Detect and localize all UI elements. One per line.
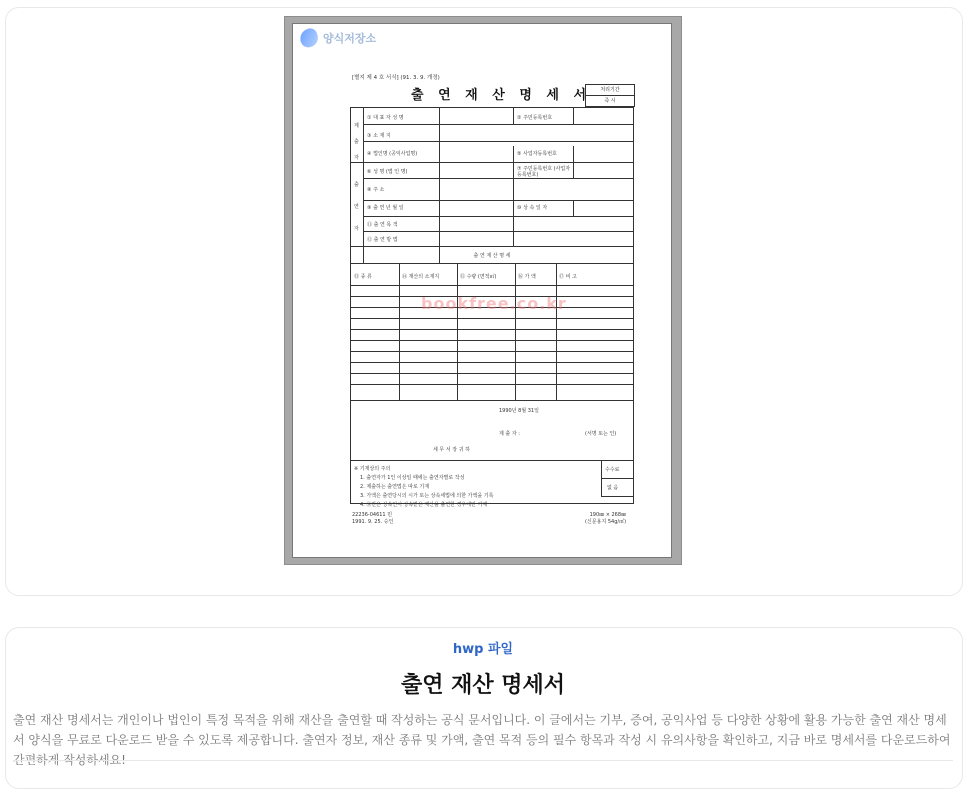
table-line: [363, 200, 633, 201]
submitter-label: 제 출 자 :: [499, 431, 520, 437]
processing-period-header: 처리기간: [600, 87, 620, 93]
notes-title: ※ 기재상의 주의: [354, 466, 391, 472]
field-representative-name: ① 대 표 자 성 명: [367, 115, 404, 121]
field-resident-number: ② 주민등록번호: [517, 115, 553, 121]
field-business-number: ⑤ 사업자등록번호: [517, 151, 557, 157]
divider: [13, 760, 953, 761]
fee-header: 수수료: [605, 467, 620, 473]
column-quantity: ⑮ 수량 (면적㎡): [460, 274, 497, 280]
form-footer-left: 22236-04611 민 1991. 9. 25. 승인: [352, 512, 394, 525]
table-line: [601, 496, 633, 497]
table-line: [573, 200, 574, 216]
note-item: 2. 제출하는 출연법은 따로 기재: [360, 484, 430, 490]
field-donation-purpose: ⑪ 출 연 목 적: [367, 222, 398, 228]
page-title: 출연 재산 명세서: [400, 673, 566, 698]
table-line: [363, 231, 633, 232]
table-line: [515, 263, 516, 400]
page-description: 출연 재산 명세서는 개인이나 법인이 특정 목적을 위해 재산을 출연할 때 작성하는 공식 문서입니다. 이 글에서는 기부, 증여, 공익사업 등 다양한 상황에 활용 가능한 출연 재산 명세서 양식을 무료로 다운로드 받을 수 있도록 제공합니다. 출연자 정보, 재산 종류 및 가액, 출연 목적 등의 필수 항목과 작성 시 유의사항을 확인하고, 지금 바로 명세서를 다운로드하여 간편하게 작성하세요!: [13, 713, 951, 767]
column-value: ⑯ 가 액: [518, 274, 536, 280]
signature-label: (서명 또는 인): [585, 431, 617, 437]
note-item: 1. 출연자가 1인 이상일 때에는 출연자별로 작성: [360, 475, 465, 481]
table-line: [351, 460, 633, 461]
watermark: bookfree.co.kr: [421, 294, 567, 313]
table-line: [457, 263, 458, 400]
logo-text: 양식저장소: [323, 32, 377, 45]
recipient: 세 무 서 장 귀 하: [433, 447, 470, 453]
table-line: [351, 340, 633, 341]
table-line: [556, 263, 557, 400]
document-preview[interactable]: [284, 16, 682, 565]
column-type: ⑬ 종 류: [354, 274, 372, 280]
document-page: [292, 23, 672, 558]
site-logo: [300, 29, 376, 47]
table-line: [351, 351, 633, 352]
form-footer-right: 190㎜ × 268㎜ (신문용지 54g/㎡): [585, 512, 627, 525]
note-item: 3. 가액은 출연당시의 시가 또는 상속세법에 의한 가액을 기록: [360, 493, 494, 499]
donor-side-label: 출 연 자: [354, 182, 359, 232]
field-donor-registration: ⑦ 주민등록번호 (사업자등록번호): [517, 166, 571, 178]
table-line: [363, 178, 633, 179]
table-line: [351, 400, 633, 401]
form-number: [별지 제 4 호 서식] (91. 3. 9. 개정): [352, 75, 440, 81]
field-corporation-name: ④ 법인명 (공익사업명): [367, 151, 418, 157]
table-line: [351, 285, 633, 286]
field-location: ③ 소 재 지: [367, 133, 391, 139]
contributor-side-label: 제 출 자: [354, 123, 359, 161]
table-line: [363, 108, 364, 263]
processing-period-value: 즉 시: [586, 95, 634, 106]
table-line: [351, 263, 633, 264]
table-line: [351, 384, 633, 385]
table-line: [513, 108, 514, 124]
note-item: 4. ⑭란은 상속인이 상속받은 재산을 출연한 경우에만 기재: [360, 502, 488, 508]
table-line: [351, 246, 633, 247]
table-line: [601, 478, 633, 479]
notes-block: [354, 465, 493, 510]
fee-value: 없 음: [607, 485, 619, 491]
table-line: [573, 108, 574, 124]
detail-header: 출 연 재 산 명 세: [473, 253, 511, 259]
field-address: ⑧ 주 소: [367, 187, 385, 193]
field-donation-date: ⑨ 출 연 년 월 일: [367, 205, 404, 211]
file-type-label[interactable]: hwp 파일: [452, 642, 514, 657]
table-line: [351, 362, 633, 363]
field-inheritance-date: ⑩ 상 속 일 자: [517, 205, 548, 211]
column-remarks: ⑰ 비 고: [559, 274, 577, 280]
table-line: [363, 124, 633, 125]
table-line: [399, 263, 400, 400]
field-donation-method: ⑫ 출 연 방 법: [367, 237, 398, 243]
submission-date: 1990년 8월 31일: [499, 408, 539, 414]
table-line: [363, 216, 633, 217]
document-title: 출 연 재 산 명 세 서: [411, 88, 592, 103]
column-location: ⑭ 재산의 소재지: [402, 274, 440, 280]
table-line: [351, 162, 633, 163]
table-line: [363, 141, 633, 142]
table-line: [439, 108, 440, 263]
processing-period-box: [585, 84, 635, 107]
table-line: [351, 329, 633, 330]
table-line: [351, 373, 633, 374]
table-line: [351, 318, 633, 319]
field-donor-name: ⑥ 성 명 (법 인 명): [367, 169, 408, 175]
logo-icon: [297, 26, 320, 49]
